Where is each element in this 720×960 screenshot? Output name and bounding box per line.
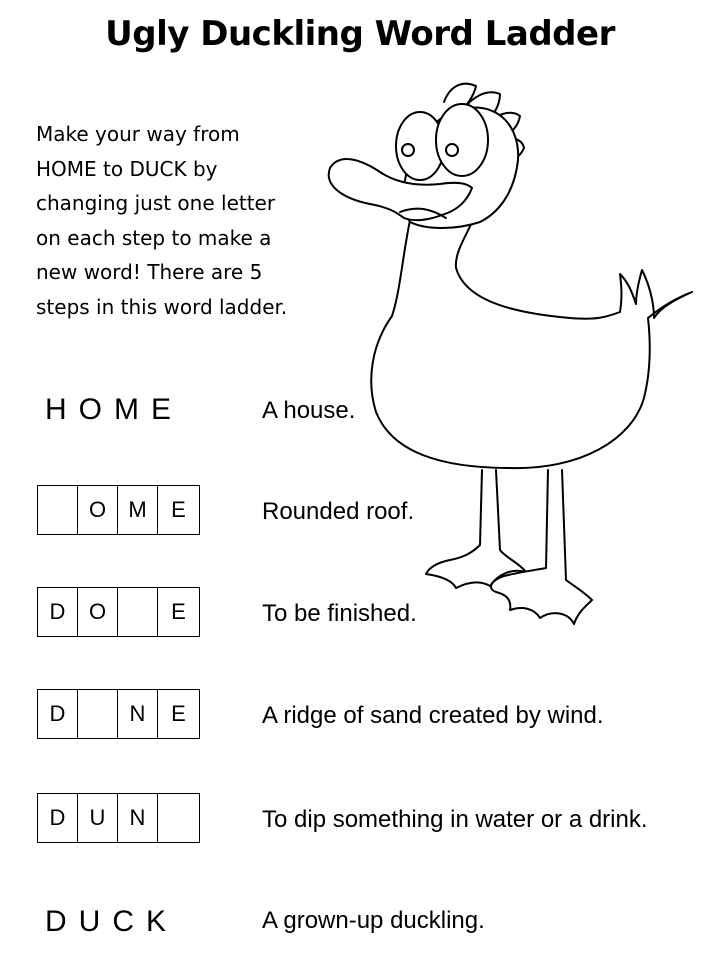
letter-box[interactable]: E <box>171 497 186 522</box>
letter-boxes <box>37 689 200 739</box>
start-word: HOME <box>45 393 183 426</box>
letter-box[interactable] <box>158 794 199 842</box>
instruction-line: HOME to DUCK by <box>36 156 218 181</box>
instruction-line: on each step to make a <box>36 225 272 250</box>
letter-boxes <box>37 587 200 637</box>
letter-box[interactable]: M <box>118 486 158 534</box>
ladder-end-word <box>37 897 200 947</box>
letter-box[interactable]: D <box>38 588 78 636</box>
letter-box[interactable]: O <box>78 486 118 534</box>
letter-box[interactable]: U <box>78 794 118 842</box>
instruction-line: changing just one letter <box>36 191 276 215</box>
letter-box[interactable]: E <box>171 701 186 726</box>
letter-box[interactable] <box>78 690 118 738</box>
letter-box[interactable] <box>38 486 78 534</box>
ladder-start-word <box>37 385 200 435</box>
instruction-line: steps in this word ladder. <box>36 294 288 319</box>
clue-1: Rounded roof. <box>262 498 415 525</box>
end-word: DUCK <box>45 905 179 938</box>
instruction-line: new word! There are 5 <box>36 260 263 284</box>
ladder-rung-3 <box>37 689 200 739</box>
letter-boxes <box>37 793 200 843</box>
letter-box[interactable]: N <box>118 690 158 738</box>
instructions <box>36 117 336 324</box>
clue-start: A house. <box>262 397 356 424</box>
page-title: Ugly Duckling Word Ladder <box>105 14 615 54</box>
ladder-rung-2 <box>37 587 200 637</box>
letter-box[interactable]: O <box>78 588 118 636</box>
clue-3: A ridge of sand created by wind. <box>262 702 604 729</box>
clue-2: To be finished. <box>262 600 417 627</box>
clue-end: A grown-up duckling. <box>262 907 485 934</box>
letter-box[interactable]: D <box>38 794 78 842</box>
ladder-rung-1 <box>37 485 200 535</box>
letter-box[interactable] <box>118 588 158 636</box>
letter-box[interactable]: E <box>171 599 186 624</box>
clue-4: To dip something in water or a drink. <box>262 806 648 833</box>
duck-illustration <box>315 75 705 635</box>
letter-box[interactable]: D <box>38 690 78 738</box>
instruction-line: Make your way from <box>36 122 240 146</box>
letter-boxes <box>37 485 200 535</box>
ladder-rung-4 <box>37 793 200 843</box>
letter-box[interactable]: N <box>118 794 158 842</box>
